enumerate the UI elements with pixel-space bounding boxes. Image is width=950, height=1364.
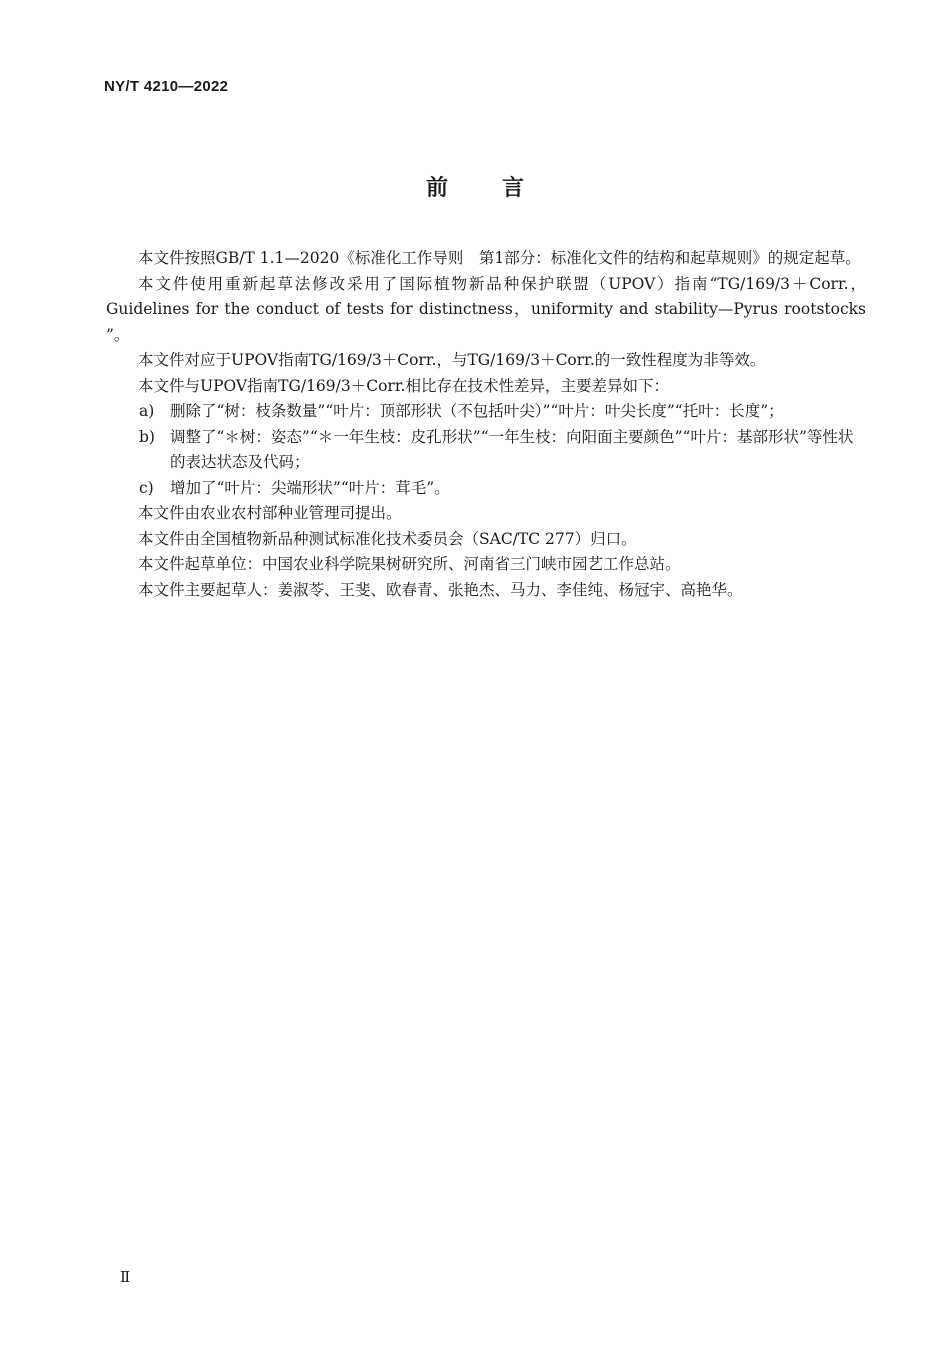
list-item <box>106 425 866 476</box>
paragraph-drafting-units: 本文件起草单位：中国农业科学院果树研究所、河南省三门峡市园艺工作总站。 <box>138 555 681 573</box>
paragraph-drafters: 本文件主要起草人：姜淑苓、王斐、欧春青、张艳杰、马力、李佳纯、杨冠宇、高艳华。 <box>138 580 743 599</box>
document-body <box>106 246 866 603</box>
list-item <box>106 476 866 502</box>
list-marker: a) <box>139 402 155 420</box>
list-marker: b) <box>139 427 155 446</box>
paragraph-technical-committee: 本文件由全国植物新品种测试标准化技术委员会（SAC/TC 277）归口。 <box>138 529 637 548</box>
list-item-text: 删除了“树：枝条数量”“叶片：顶部形状（不包括叶尖）”“叶片：叶尖长度”“托叶：长度”； <box>170 402 784 420</box>
paragraph-equivalence: 本文件对应于UPOV指南TG/169/3＋Corr.，与TG/169/3＋Corr.的一致性程度为非等效。 <box>138 351 766 369</box>
page-title: 前言 <box>425 176 578 201</box>
standard-number: NY/T 4210—2022 <box>104 78 229 95</box>
list-item <box>106 399 866 425</box>
list-marker: c) <box>139 478 154 497</box>
paragraph-drafting-rules: 本文件按照GB/T 1.1—2020《标准化工作导则 第1部分：标准化文件的结构和起草规则》的规定起草。 <box>138 249 861 267</box>
paragraph-differences-intro: 本文件与UPOV指南TG/169/3＋Corr.相比存在技术性差异，主要差异如下： <box>138 376 669 395</box>
list-item-text: 增加了“叶片：尖端形状”“叶片：茸毛”。 <box>170 478 450 497</box>
list-item-text: 调整了“＊树：姿态”“＊一年生枝：皮孔形状”“一年生枝：向阳面主要颜色”“叶片：基部形状”等性状的表达状态及代码； <box>170 427 854 471</box>
paragraph-upov-adoption: 本文件使用重新起草法修改采用了国际植物新品种保护联盟（UPOV）指南“TG/169/3＋Corr.，Guidelines for the conduct of tests for distinctness，uniformity and stability—Pyrus rootstocks ”。 <box>106 274 866 344</box>
page-number: Ⅱ <box>120 1268 131 1286</box>
paragraph-proposer: 本文件由农业农村部种业管理司提出。 <box>138 504 402 522</box>
